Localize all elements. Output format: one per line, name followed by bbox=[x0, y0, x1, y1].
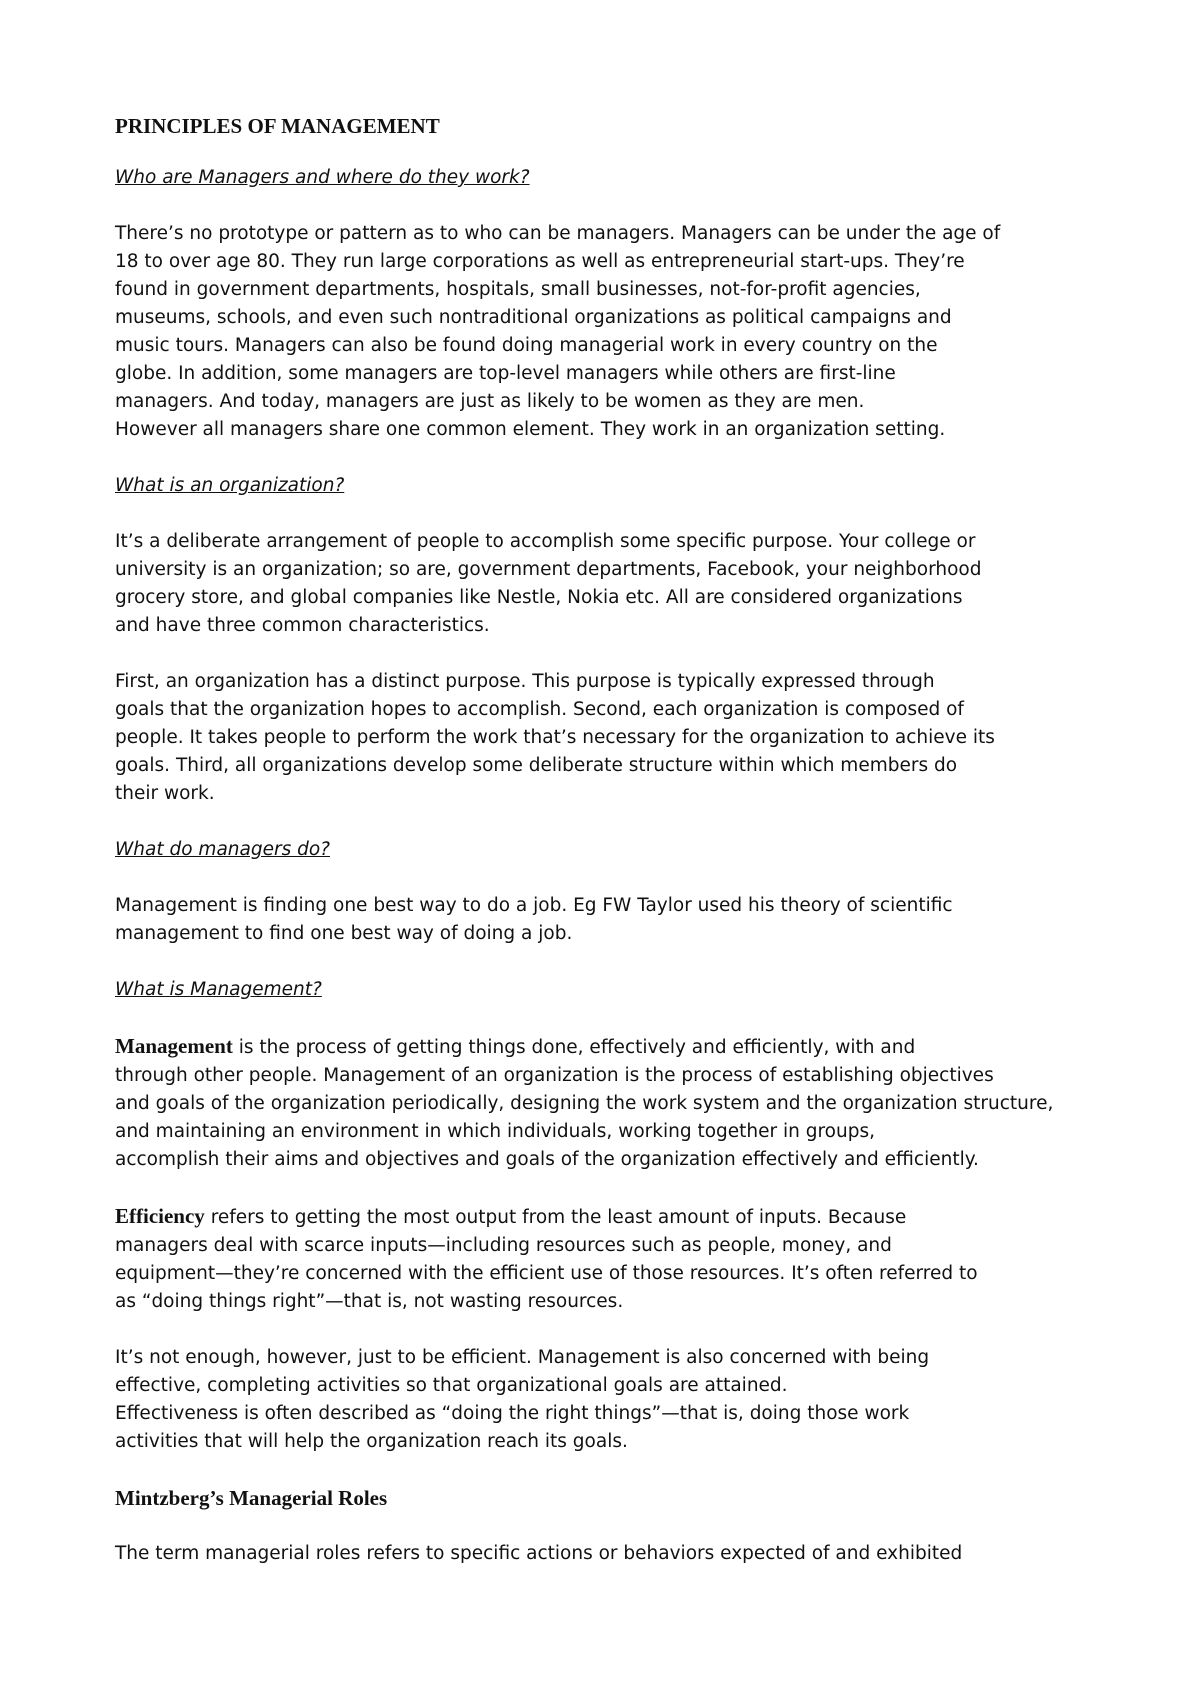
term-efficiency: Efficiency bbox=[115, 1204, 205, 1228]
text-line: goals that the organization hopes to accomplish. Second, each organization is composed of bbox=[115, 699, 964, 720]
text-line: effective, completing activities so that organizational goals are attained. bbox=[115, 1375, 788, 1396]
document-page bbox=[115, 112, 1115, 1596]
text-line: goals. Third, all organizations develop some deliberate structure within which members do bbox=[115, 755, 958, 776]
document-title: PRINCIPLES OF MANAGEMENT bbox=[115, 114, 440, 138]
paragraph-effectiveness bbox=[115, 1344, 1115, 1456]
text-line bbox=[115, 1032, 1115, 1062]
text-line: accomplish their aims and objectives and goals of the organization effectively and efficiently. bbox=[115, 1149, 979, 1170]
paragraph-who-are-managers bbox=[115, 220, 1115, 444]
text-fragment: refers to getting the most output from the least amount of inputs. Because bbox=[204, 1207, 907, 1228]
term-management: Management bbox=[115, 1034, 233, 1058]
text-line: through other people. Management of an organization is the process of establishing objectives bbox=[115, 1065, 994, 1086]
text-line: However all managers share one common element. They work in an organization setting. bbox=[115, 419, 946, 440]
section-heading-what-do-managers-do: What do managers do? bbox=[115, 839, 330, 860]
text-line: 18 to over age 80. They run large corporations as well as entrepreneurial start-ups. They’re bbox=[115, 251, 965, 272]
text-line: It’s a deliberate arrangement of people to accomplish some specific purpose. Your college or bbox=[115, 531, 976, 552]
text-line: managers deal with scarce inputs—including resources such as people, money, and bbox=[115, 1235, 892, 1256]
text-line: activities that will help the organization reach its goals. bbox=[115, 1431, 628, 1452]
text-line: museums, schools, and even such nontraditional organizations as political campaigns and bbox=[115, 307, 952, 328]
text-line: equipment—they’re concerned with the efficient use of those resources. It’s often referred to bbox=[115, 1263, 978, 1284]
text-line: grocery store, and global companies like Nestle, Nokia etc. All are considered organizations bbox=[115, 587, 963, 608]
text-line: university is an organization; so are, government departments, Facebook, your neighborhood bbox=[115, 559, 982, 580]
text-fragment: is the process of getting things done, effectively and efficiently, with and bbox=[232, 1037, 916, 1058]
text-line: and goals of the organization periodically, designing the work system and the organization structure, bbox=[115, 1093, 1054, 1114]
text-line: music tours. Managers can also be found doing managerial work in every country on the bbox=[115, 335, 938, 356]
paragraph-efficiency bbox=[115, 1202, 1115, 1316]
text-line: There’s no prototype or pattern as to who can be managers. Managers can be under the age of bbox=[115, 223, 1001, 244]
paragraph-managerial-roles bbox=[115, 1540, 1115, 1568]
text-line: people. It takes people to perform the work that’s necessary for the organization to achieve its bbox=[115, 727, 995, 748]
section-heading-mintzberg: Mintzberg’s Managerial Roles bbox=[115, 1486, 388, 1510]
paragraph-what-managers-do bbox=[115, 892, 1115, 948]
section-heading-what-is-organization: What is an organization? bbox=[115, 475, 345, 496]
paragraph-management-definition bbox=[115, 1032, 1115, 1174]
text-line bbox=[115, 1202, 1115, 1232]
text-line: found in government departments, hospitals, small businesses, not-for-profit agencies, bbox=[115, 279, 921, 300]
text-line: Effectiveness is often described as “doing the right things”—that is, doing those work bbox=[115, 1403, 910, 1424]
text-line: Management is finding one best way to do a job. Eg FW Taylor used his theory of scientific bbox=[115, 895, 953, 916]
text-line: managers. And today, managers are just as likely to be women as they are men. bbox=[115, 391, 865, 412]
section-heading-what-is-management: What is Management? bbox=[115, 979, 322, 1000]
text-line: and have three common characteristics. bbox=[115, 615, 490, 636]
text-line: The term managerial roles refers to specific actions or behaviors expected of and exhibited bbox=[115, 1543, 963, 1564]
text-line: as “doing things right”—that is, not wasting resources. bbox=[115, 1291, 624, 1312]
section-heading-who-are-managers: Who are Managers and where do they work? bbox=[115, 167, 530, 188]
text-line: and maintaining an environment in which individuals, working together in groups, bbox=[115, 1121, 875, 1142]
paragraph-organization-definition bbox=[115, 528, 1115, 640]
paragraph-organization-characteristics bbox=[115, 668, 1115, 808]
text-line: their work. bbox=[115, 783, 215, 804]
text-line: management to find one best way of doing a job. bbox=[115, 923, 573, 944]
text-line: First, an organization has a distinct purpose. This purpose is typically expressed through bbox=[115, 671, 935, 692]
text-line: globe. In addition, some managers are top-level managers while others are first-line bbox=[115, 363, 896, 384]
text-line: It’s not enough, however, just to be efficient. Management is also concerned with being bbox=[115, 1347, 930, 1368]
